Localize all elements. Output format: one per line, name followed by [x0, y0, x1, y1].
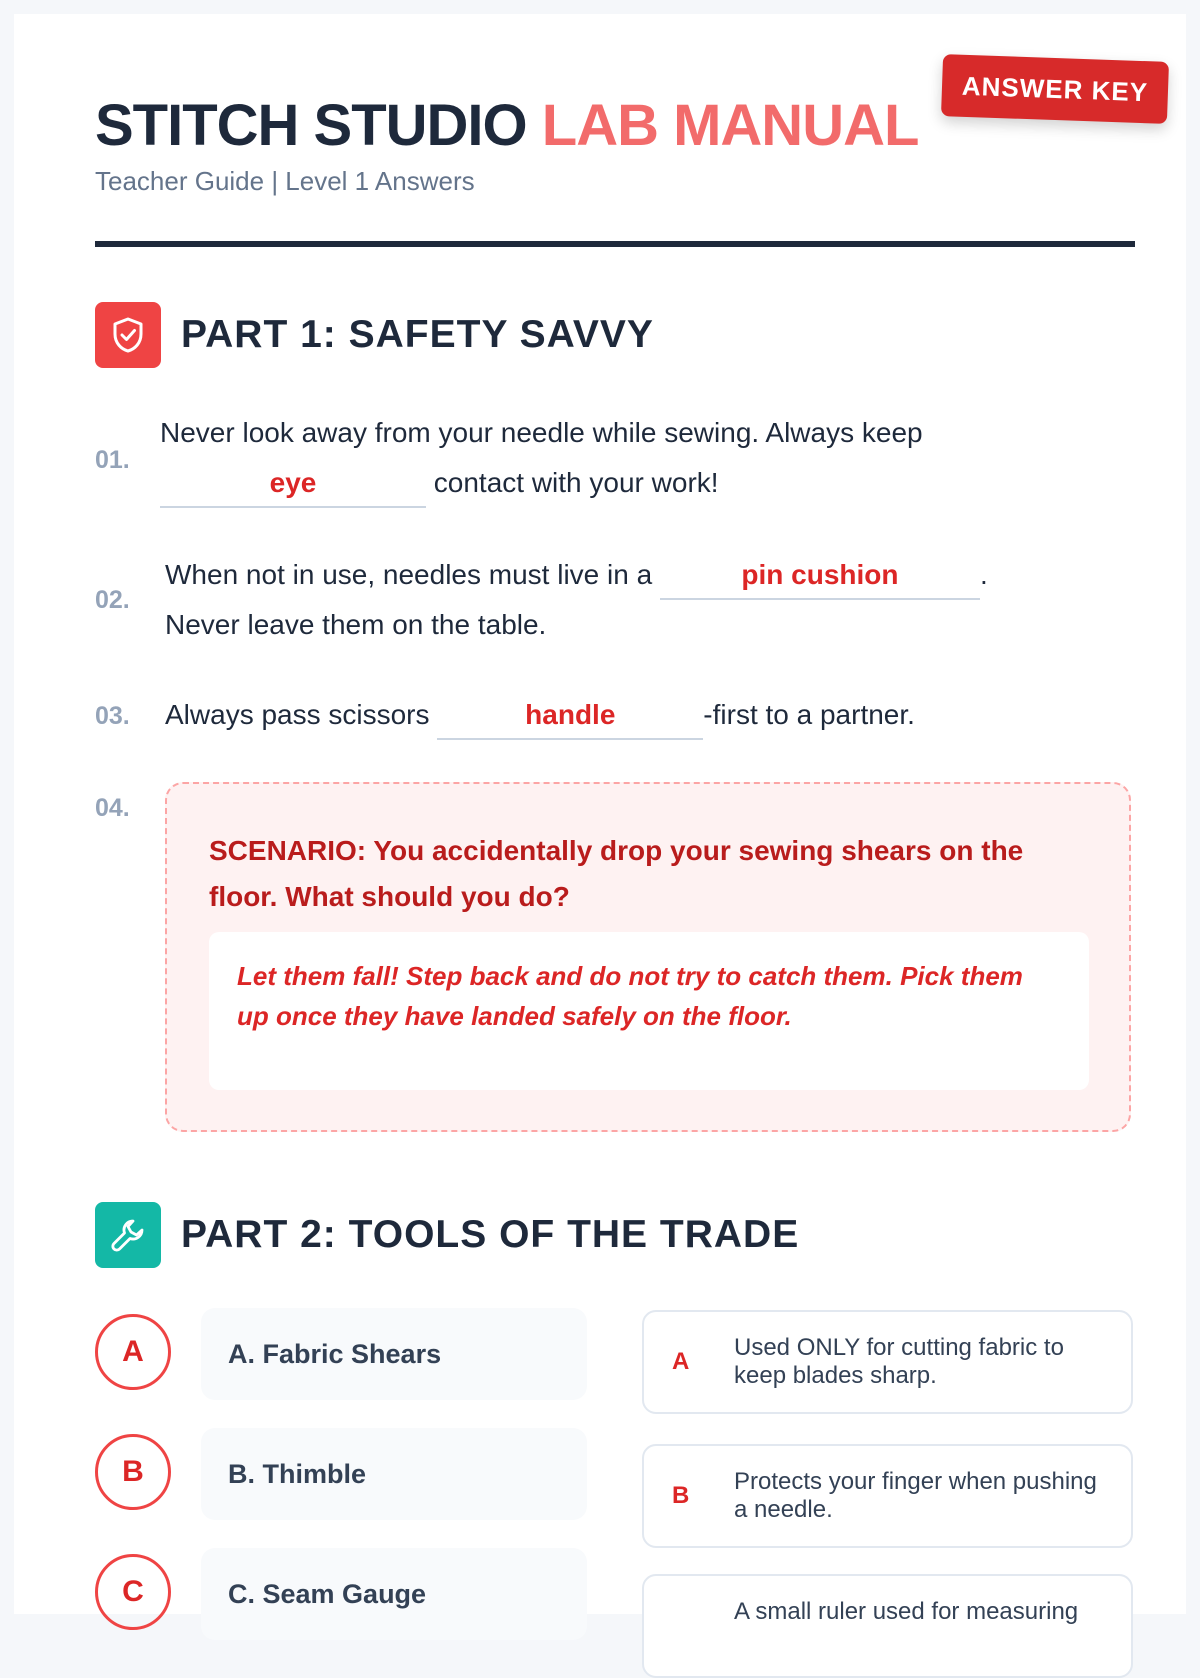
header-divider: [95, 241, 1135, 247]
shield-check-icon: [95, 302, 161, 368]
definition-text: Protects your finger when pushing a needle.: [734, 1468, 1097, 1523]
worksheet-page: [14, 14, 1186, 1625]
part1-title: PART 1: SAFETY SAVVY: [181, 313, 654, 356]
definition-letter: B: [672, 1482, 690, 1509]
question-3-text-after: -first to a partner.: [703, 699, 915, 730]
tool-item: B. Thimble: [201, 1428, 587, 1520]
match-answer-circle[interactable]: B: [95, 1434, 171, 1510]
definition-card: [642, 1310, 1133, 1414]
question-2-answer-blank[interactable]: pin cushion: [660, 552, 980, 600]
question-number: 03.: [95, 702, 130, 730]
title-accent: LAB MANUAL: [541, 93, 919, 158]
definition-card: [642, 1444, 1133, 1548]
question-number: 02.: [95, 586, 130, 614]
title-main: STITCH STUDIO: [95, 93, 527, 158]
question-3-answer-blank[interactable]: handle: [437, 692, 703, 740]
definition-text: Used ONLY for cutting fabric to keep blades sharp.: [734, 1334, 1064, 1389]
question-1-text-before: Never look away from your needle while sewing. Always keep: [160, 417, 923, 448]
part1-header: [95, 302, 654, 368]
tool-item: C. Seam Gauge: [201, 1548, 587, 1640]
part2-title: PART 2: TOOLS OF THE TRADE: [181, 1213, 800, 1256]
question-1: [160, 408, 1060, 508]
definition-card: [642, 1574, 1133, 1678]
question-1-text-after: contact with your work!: [433, 467, 719, 498]
question-number: 01.: [95, 446, 130, 474]
question-2-text-before: When not in use, needles must live in a: [165, 559, 653, 590]
match-answer-circle[interactable]: A: [95, 1314, 171, 1390]
match-answer-circle[interactable]: C: [95, 1554, 171, 1630]
question-2: [165, 550, 1085, 650]
question-3-text-before: Always pass scissors: [165, 699, 430, 730]
scenario-question: SCENARIO: You accidentally drop your sewing shears on the floor. What should you do?: [209, 835, 1024, 912]
page-title: [95, 92, 918, 159]
page-subtitle: Teacher Guide | Level 1 Answers: [95, 166, 475, 196]
part2-header: [95, 1202, 799, 1268]
answer-key-badge: ANSWER KEY: [941, 54, 1169, 124]
tool-item: A. Fabric Shears: [201, 1308, 587, 1400]
question-3: [165, 690, 1085, 740]
question-2-text-line2: Never leave them on the table.: [165, 609, 547, 640]
wrench-icon: [95, 1202, 161, 1268]
question-2-text-after: .: [979, 559, 988, 590]
scenario-answer-box[interactable]: Let them fall! Step back and do not try to catch them. Pick them up once they have landed safely on the floor.: [209, 932, 1089, 1090]
scenario-box: [165, 782, 1131, 1132]
definition-text: A small ruler used for measuring: [734, 1598, 1079, 1625]
question-1-answer-blank[interactable]: eye: [160, 460, 426, 508]
question-number: 04.: [95, 794, 130, 822]
definition-letter: A: [672, 1348, 690, 1375]
